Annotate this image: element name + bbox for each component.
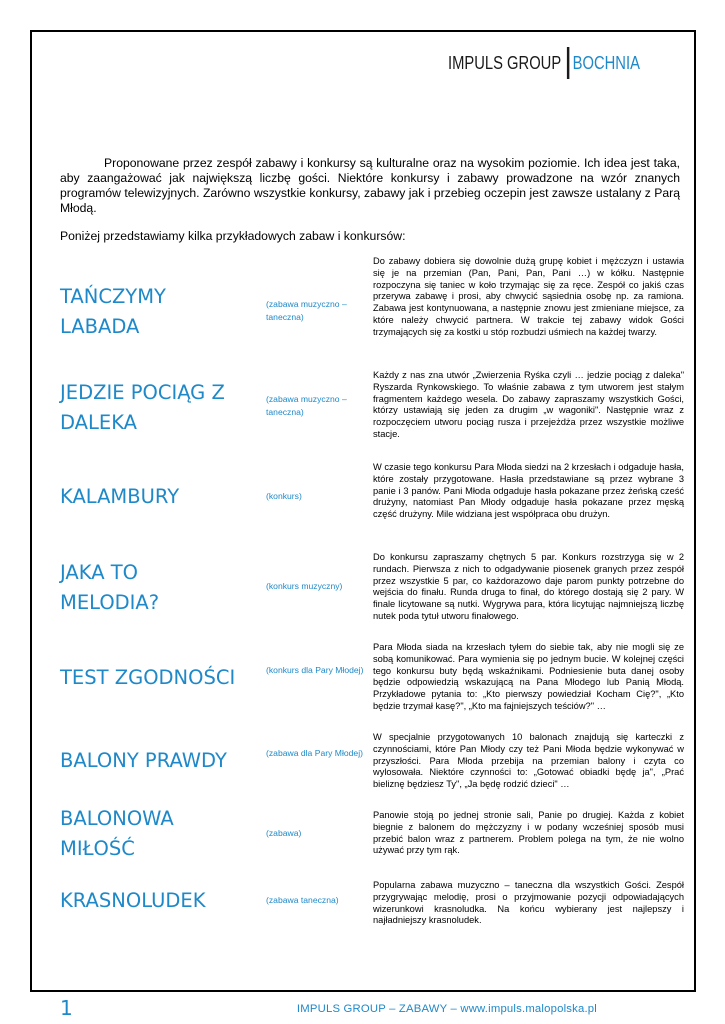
game-title: [60, 663, 260, 693]
intro-text: Proponowane przez zespół zabawy i konkursy są kulturalne oraz na wysokim poziomie. Ich idea jest taka, aby zaangażować jak największą liczbę gości. Niektóre konkursy i zabawy prowadzone na wzór znanych programów telewizyjnych. Zarówno wszystkie konkursy, zabawy jak i przebieg oczepin jest zawsze ustalany z Parą Młodą.: [60, 156, 680, 215]
game-title-line1: TAŃCZYMY: [60, 285, 166, 308]
game-category: (konkurs dla Pary Młodej): [266, 665, 364, 675]
game-title-line1: KALAMBURY: [60, 485, 180, 508]
game-title: [60, 804, 260, 864]
game-category: (konkurs muzyczny): [266, 581, 343, 591]
game-title-line1: TEST ZGODNOŚCI: [60, 666, 236, 689]
game-title: [60, 746, 260, 776]
footer-text: IMPULS GROUP – ZABAWY – www.impuls.malopolska.pl: [296, 1003, 597, 1015]
logo-divider: [567, 47, 569, 79]
game-title-line1: BALONOWA: [60, 807, 174, 830]
logo-brand: IMPULS GROUP: [448, 52, 562, 73]
game-title: [60, 886, 260, 916]
game-category: (zabawa taneczna): [266, 895, 339, 905]
game-category: (konkurs): [266, 491, 302, 501]
game-description: Do konkursu zapraszamy chętnych 5 par. Konkurs rozstrzyga się w 2 rundach. Pierwsza z nich to odgadywanie piosenek granych przez zespół przez wszystkie 5 par, co każdorazowo daje parom punkty potrzebne do wejścia do finału. Runda druga to finał, do którego dostają się 2 pary. W finale licytowane są nutki. Wygrywa para, która licytując najmniejszą liczbę nutek poda tytuł utworu finałowego.: [373, 552, 684, 621]
game-title-line1: JAKA TO: [60, 561, 138, 584]
game-description: Każdy z nas zna utwór „Zwierzenia Ryśka czyli … jedzie pociąg z daleka" Ryszarda Rynkowskiego. To właśnie zabawa z tym utworem jest stałym fragmentem każdego wesela. Do zabawy zapraszamy wszystkich Gości, którzy ustawiają się jeden za drugim „w wagoniki". Następnie wraz z rozpoczęciem utworu pociąg rusza i przejeżdża przez wszystkie możliwe stacje.: [373, 370, 684, 439]
game-title-line2: DALEKA: [60, 411, 137, 434]
game-description: W specjalnie przygotowanych 10 balonach znajdują się karteczki z czynnościami, które Pan Młody czy też Pani Młoda będzie wykonywać w przyszłości. Para Młoda przebija na przemian balony i czyta co wylosowała. Niektóre czynności to: „Gotować obiadki będę ja", „Prać bieliznę będziesz Ty", „Ja będę rodzić dzieci" …: [373, 732, 684, 790]
game-title-line1: KRASNOLUDEK: [60, 889, 206, 912]
logo-city: BOCHNIA: [572, 52, 640, 73]
game-title-line1: BALONY PRAWDY: [60, 749, 227, 772]
game-category: (zabawa muzyczno – taneczna): [266, 394, 347, 417]
game-description: W czasie tego konkursu Para Młoda siedzi na 2 krzesłach i odgaduje hasła, które zostały przygotowane. Hasła przedstawiane są przez wybrane 3 panie i 3 panów. Pani Młoda odgaduje hasła pokazane przez żeńską cześć drużyny, natomiast Pan Młody odgaduje hasła pokazane przez męską część drużyny. Mile widziana jest współpraca obu drużyn.: [373, 462, 684, 520]
game-category: (zabawa dla Pary Młodej): [266, 748, 363, 758]
game-title-line2: MIŁOŚĆ: [60, 837, 135, 860]
game-title-line2: MELODIA?: [60, 591, 160, 614]
game-title-line2: LABADA: [60, 315, 140, 338]
game-description: Popularna zabawa muzyczno – taneczna dla wszystkich Gości. Zespół przygrywając melodię, prosi o przyjmowanie pozycji odpowiadających wizerunkowi krasnoludka. Na końcu wybierany jest najlepszy i najładniejszy krasnoludek.: [373, 880, 684, 926]
game-description: Para Młoda siada na krzesłach tyłem do siebie tak, aby nie mogli się ze sobą komunikować. Para wymienia się po jednym bucie. W kolejnej części tego konkursu buty będą wskaźnikami. Podniesienie buta danej osoby będzie odpowiedzią wskazującą na Pana Młodego lub Panią Młodą. Przykładowe pytania to: „Kto pierwszy powiedział Kocham Cię?", „Kto będzie trzymał kasę?", „Kto ma fajniejszych teściów?" …: [373, 642, 684, 711]
game-category: (zabawa muzyczno – taneczna): [266, 299, 347, 322]
game-title: [60, 378, 260, 438]
page-number: 1: [60, 996, 73, 1020]
game-title-line1: JEDZIE POCIĄG Z: [60, 381, 225, 404]
game-title: [60, 482, 260, 512]
header-logo: [448, 47, 640, 79]
game-title: [60, 558, 260, 618]
intro-paragraph: [60, 156, 680, 216]
game-description: Do zabawy dobiera się dowolnie dużą grupę kobiet i mężczyzn i ustawia się je na przemian (Pan, Pani, Pan, Pani …) w kółku. Następnie rozpoczyna się taniec w koło trzymając się za ręce. Zespół co jakiś czas przerywa zabawę i prosi, aby chwycić sąsiednia osobę np. za ramiona. Zabawa jest kontynuowana, a następnie znowu jest zmieniane miejsce, za które należy chwycić partnera. W trakcie tej zabawy widok Gości trzymających się za kostki u stóp rozbudzi uśmiech na każdej twarzy.: [373, 256, 684, 337]
game-description: Panowie stoją po jednej stronie sali, Panie po drugiej. Każda z kobiet biegnie z balonem do mężczyzny i w podany wcześniej sposób musi przebić balon wraz z partnerem. Problem polega na tym, że nie wolno używać przy tym rąk.: [373, 810, 684, 856]
game-category: (zabawa): [266, 828, 302, 838]
game-title: [60, 282, 260, 342]
intro-lead: Poniżej przedstawiamy kilka przykładowych zabaw i konkursów:: [60, 229, 406, 243]
